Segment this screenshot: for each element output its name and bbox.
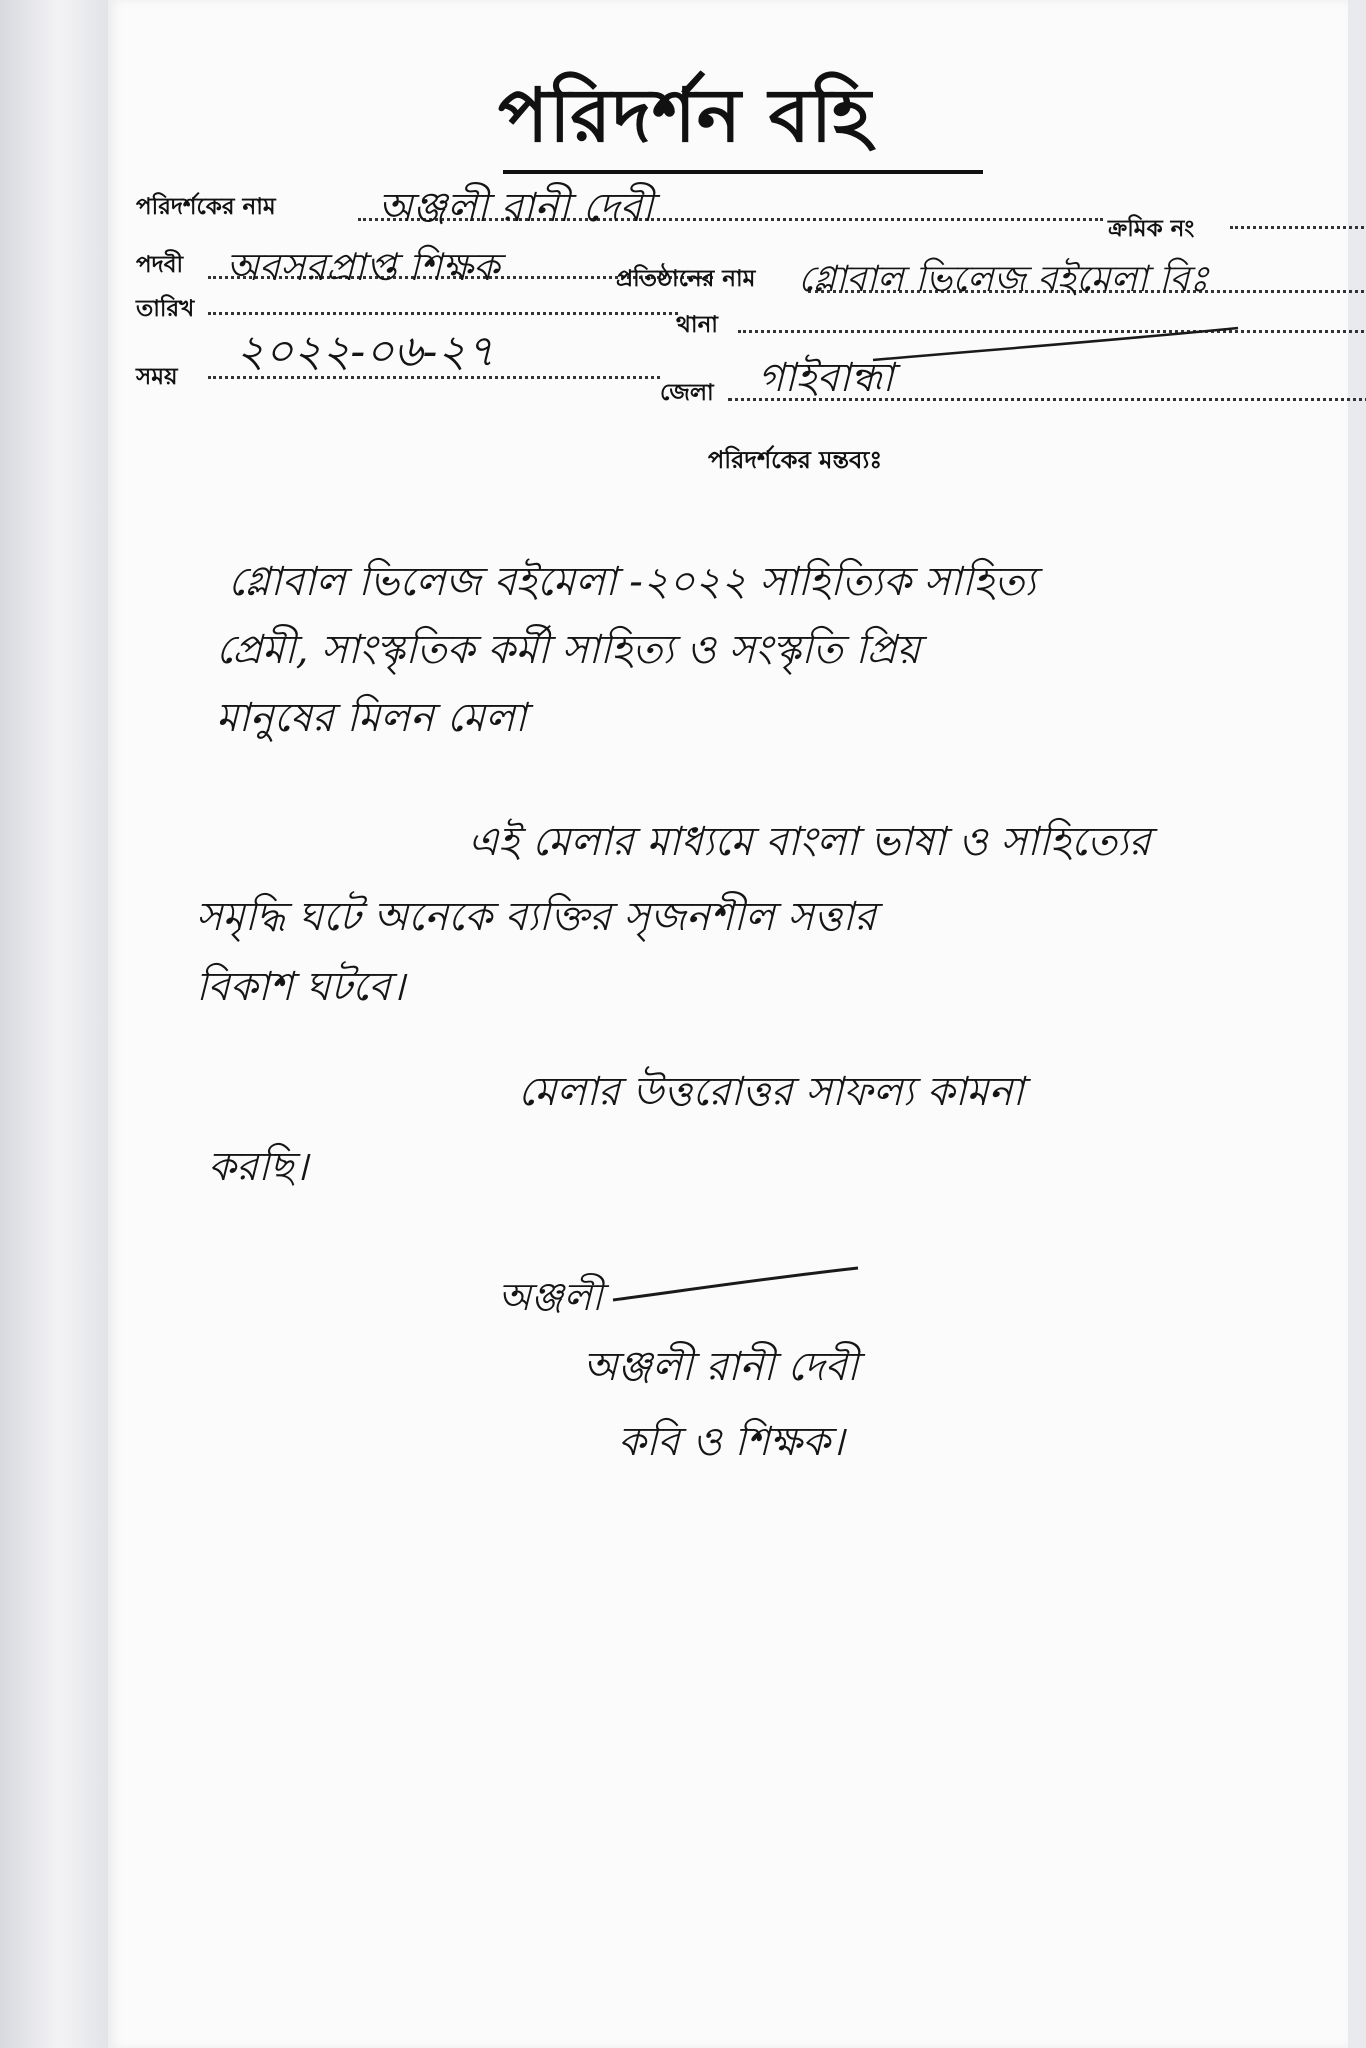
district-flourish (868, 320, 1248, 380)
inspection-book-page (108, 0, 1348, 2048)
date-line (208, 312, 678, 315)
remark-line: প্রেমী, সাংস্কৃতিক কর্মী সাহিত্য ও সংস্কৃতি প্রিয় (216, 627, 921, 673)
serial-no-label: ক্রমিক নং (1108, 216, 1195, 242)
inspector-name-label: পরিদর্শকের নাম (136, 194, 276, 220)
institution-name-label: প্রতিষ্ঠানের নাম (616, 266, 756, 292)
police-station-label: থানা (676, 312, 718, 338)
serial-no-line (1230, 226, 1366, 229)
remark-line: বিকাশ ঘটবে। (196, 964, 405, 1010)
district-value: গাইবান্ধা (758, 355, 894, 401)
remark-line: করছি। (208, 1144, 308, 1190)
title-underline (503, 170, 983, 174)
remark-line: গ্লোবাল ভিলেজ বইমেলা -২০২২ সাহিত্যিক সাহিত্য (228, 559, 1036, 605)
signature-flourish (608, 1260, 868, 1310)
date-label: তারিখ (136, 296, 195, 322)
remarks-heading: পরিদর্শকের মন্তব্যঃ (708, 446, 883, 474)
district-label: জেলা (660, 380, 714, 406)
designation-label: পদবী (136, 252, 184, 278)
designation-value: অবসরপ্রাপ্ত শিক্ষক (226, 245, 500, 289)
remark-line: এই মেলার মাধ্যমে বাংলা ভাষা ও সাহিত্যের (468, 819, 1151, 865)
signature-name: অঞ্জলী রানী দেবী (583, 1344, 859, 1390)
inspector-name-value: অঞ্জলী রানী দেবী (378, 185, 654, 231)
time-label: সময় (136, 364, 178, 390)
page-title: পরিদর্শন বহি (498, 73, 872, 159)
institution-name-value: গ্লোবাল ভিলেজ বইমেলা বিঃ (798, 259, 1209, 300)
remark-line: মেলার উত্তরোত্তর সাফল্য কামনা (518, 1069, 1024, 1115)
signature-scribble: অঞ্জলী (498, 1275, 603, 1319)
signature-title: কবি ও শিক্ষক। (618, 1419, 845, 1465)
remark-line: সমৃদ্ধি ঘটে অনেকে ব্যক্তির সৃজনশীল সত্তার (196, 894, 877, 940)
date-value: ২০২২-০৬-২৭ (236, 326, 495, 377)
remark-line: মানুষের মিলন মেলা (216, 695, 527, 741)
book-spine (0, 0, 110, 2048)
